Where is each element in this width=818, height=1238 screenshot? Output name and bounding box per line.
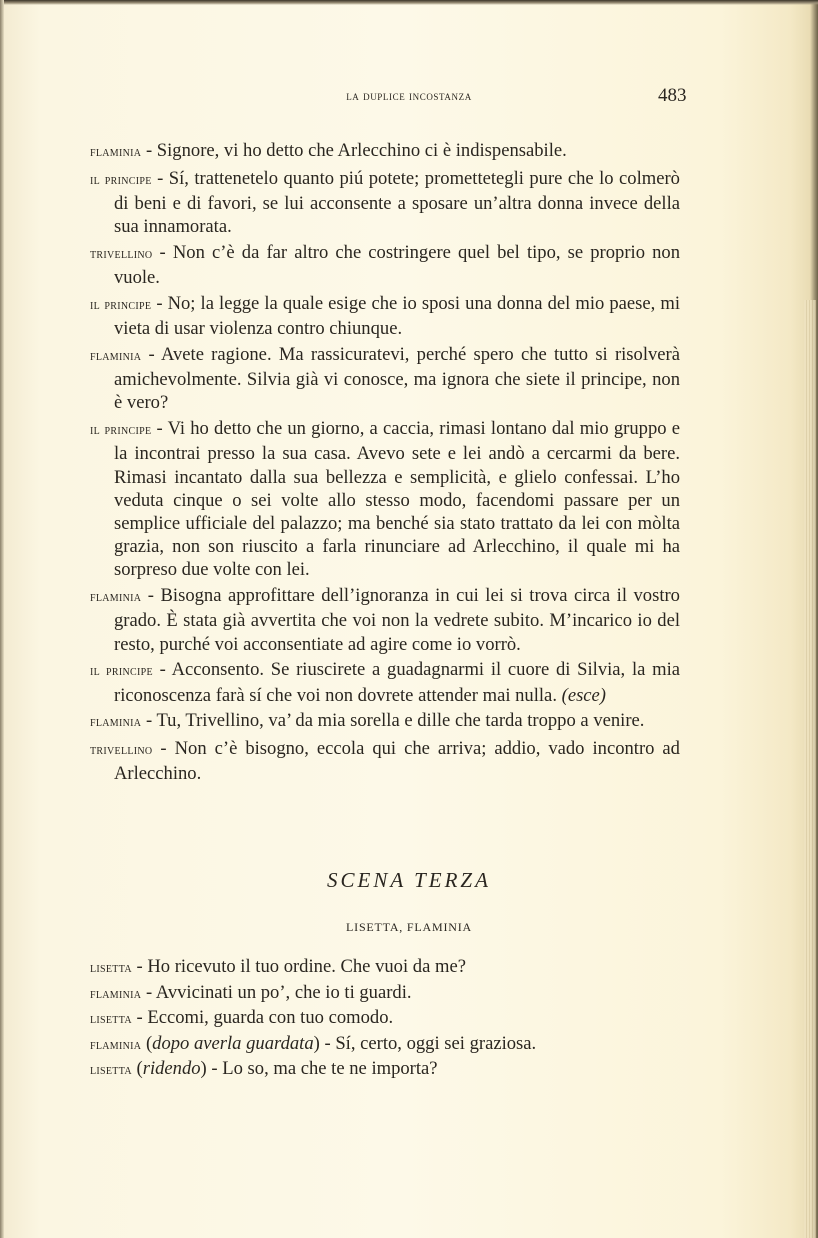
running-header [0,85,818,109]
speaker-name: il principe [90,422,152,439]
speech-text: Ho ricevuto il tuo ordine. Che vuoi da me? [147,956,466,977]
separator: - [152,242,173,263]
scan-top-shadow [0,0,818,5]
speech [90,955,680,981]
page-edges [804,300,816,1238]
speaker-name: lisetta [90,1062,132,1079]
speech [90,584,680,656]
speech-text: Bisogna approfittare dell’ignoranza in cui lei si trova circa il vostro grado. È stata già avvertita che voi non la vedrete subito. M’incarico io del resto, purché voi acconsentiate ad agire come io vorrò. [114,585,680,655]
scene-title: SCENA TERZA [327,868,491,892]
speech-text: Sí, certo, oggi sei graziosa. [335,1032,537,1054]
separator: - [141,585,161,607]
speaker-name: lisetta [90,960,132,976]
stage-direction: ridendo [142,1058,201,1080]
speech [90,139,680,164]
speech [90,737,680,785]
separator: - [151,293,168,314]
page-number: 483 [658,85,687,106]
separator: - [152,738,175,760]
speech-text: Signore, vi ho detto che Arlecchino ci è indispensabile. [156,140,567,161]
paren-open: ( [141,1032,153,1054]
speaker-name: flaminia [90,144,142,160]
speech-text: Acconsento. Se riuscirete a guadagnarmi il cuore di Silvia, la mia riconoscenza farà sí che voi non dovrete attender mai nulla. [114,659,680,706]
speech-text: Non c’è bisogno, eccola qui che arriva; addio, vado incontro ad Arlecchino. [114,738,680,785]
speaker-name: flaminia [90,348,142,364]
speech [90,1006,680,1032]
separator: - [141,140,157,161]
speaker-name: il principe [90,171,152,188]
speech-text: Vi ho detto che un giorno, a caccia, rimasi lontano dal mio gruppo e la incontrai presso la sua casa. Avevo sete e lei andò a cercarmi da bere. Rimasi incantato dalla sua bellezza e semplicità, e glielo confessai. L’ho veduta cinque o sei volte allo stesso modo, facendomi passare per un semplice ufficiale del palazzo; ma benché sia stato trattato da lei con mòlta grazia, non son riuscito a farla rinunciare ad Arlecchino, il quale mi ha sorpreso due volte con lei. [114,418,680,581]
paren-open: ( [131,1058,143,1080]
speech [90,292,680,340]
speech [90,167,680,239]
speech-text: Sí, trattenetelo quanto piú potete; promettetegli pure che lo colmerò di beni e di favori, se lui acconsente a sposare un’altra donna invece della sua innamorata. [114,167,680,238]
separator: - [141,344,161,365]
speaker-name: trivellino [90,742,153,759]
separator: - [131,1007,148,1029]
speaker-name: flaminia [90,985,142,1002]
separator: - [131,956,148,977]
dialogue-block [90,139,680,788]
separator: ) - [200,1058,223,1080]
binding-edge [0,0,4,1238]
speech-text: Avete ragione. Ma rassicuratevi, perché spero che tutto si risolverà amichevolmente. Silvia già vi conosce, ma ignora che siete il principe, non è vero? [114,344,681,414]
speaker-name: il principe [90,297,152,313]
speech [90,981,680,1007]
speech [90,1032,680,1058]
stage-direction: (esce) [561,684,607,706]
speech [90,417,680,581]
separator: ) - [313,1032,336,1054]
separator: - [152,659,172,681]
speaker-name: flaminia [90,1036,142,1053]
speaker-name: flaminia [90,714,142,731]
speaker-name: lisetta [90,1011,132,1028]
speech [90,241,680,289]
speech [90,709,680,734]
speech [90,343,680,415]
speech-text: Non c’è da far altro che costringere quel bel tipo, se proprio non vuole. [114,242,680,289]
separator: - [141,981,156,1003]
separator: - [141,710,157,732]
speaker-name: trivellino [90,246,153,262]
speech-text: Tu, Trivellino, va’ da mia sorella e dille che tarda troppo a venire. [156,710,645,732]
speaker-name: il principe [90,663,153,680]
speech [90,658,680,706]
scene-dialogue-block [90,955,680,1083]
scene-characters: LISETTA, FLAMINIA [346,920,472,934]
speech-text: No; la legge la quale esige che io sposi una donna del mio paese, mi vieta di usar violenza contro chiunque. [114,293,680,340]
separator: - [151,418,168,440]
speech-text: Lo so, ma che te ne importa? [222,1058,438,1080]
separator: - [151,167,169,189]
speech [90,1057,680,1083]
stage-direction: dopo averla guardata [152,1032,314,1054]
running-title: la duplice incostanza [346,89,472,103]
speaker-name: flaminia [90,589,142,606]
speech-text: Avvicinati un po’, che io ti guardi. [155,981,412,1003]
speech-text: Eccomi, guarda con tuo comodo. [147,1007,394,1029]
